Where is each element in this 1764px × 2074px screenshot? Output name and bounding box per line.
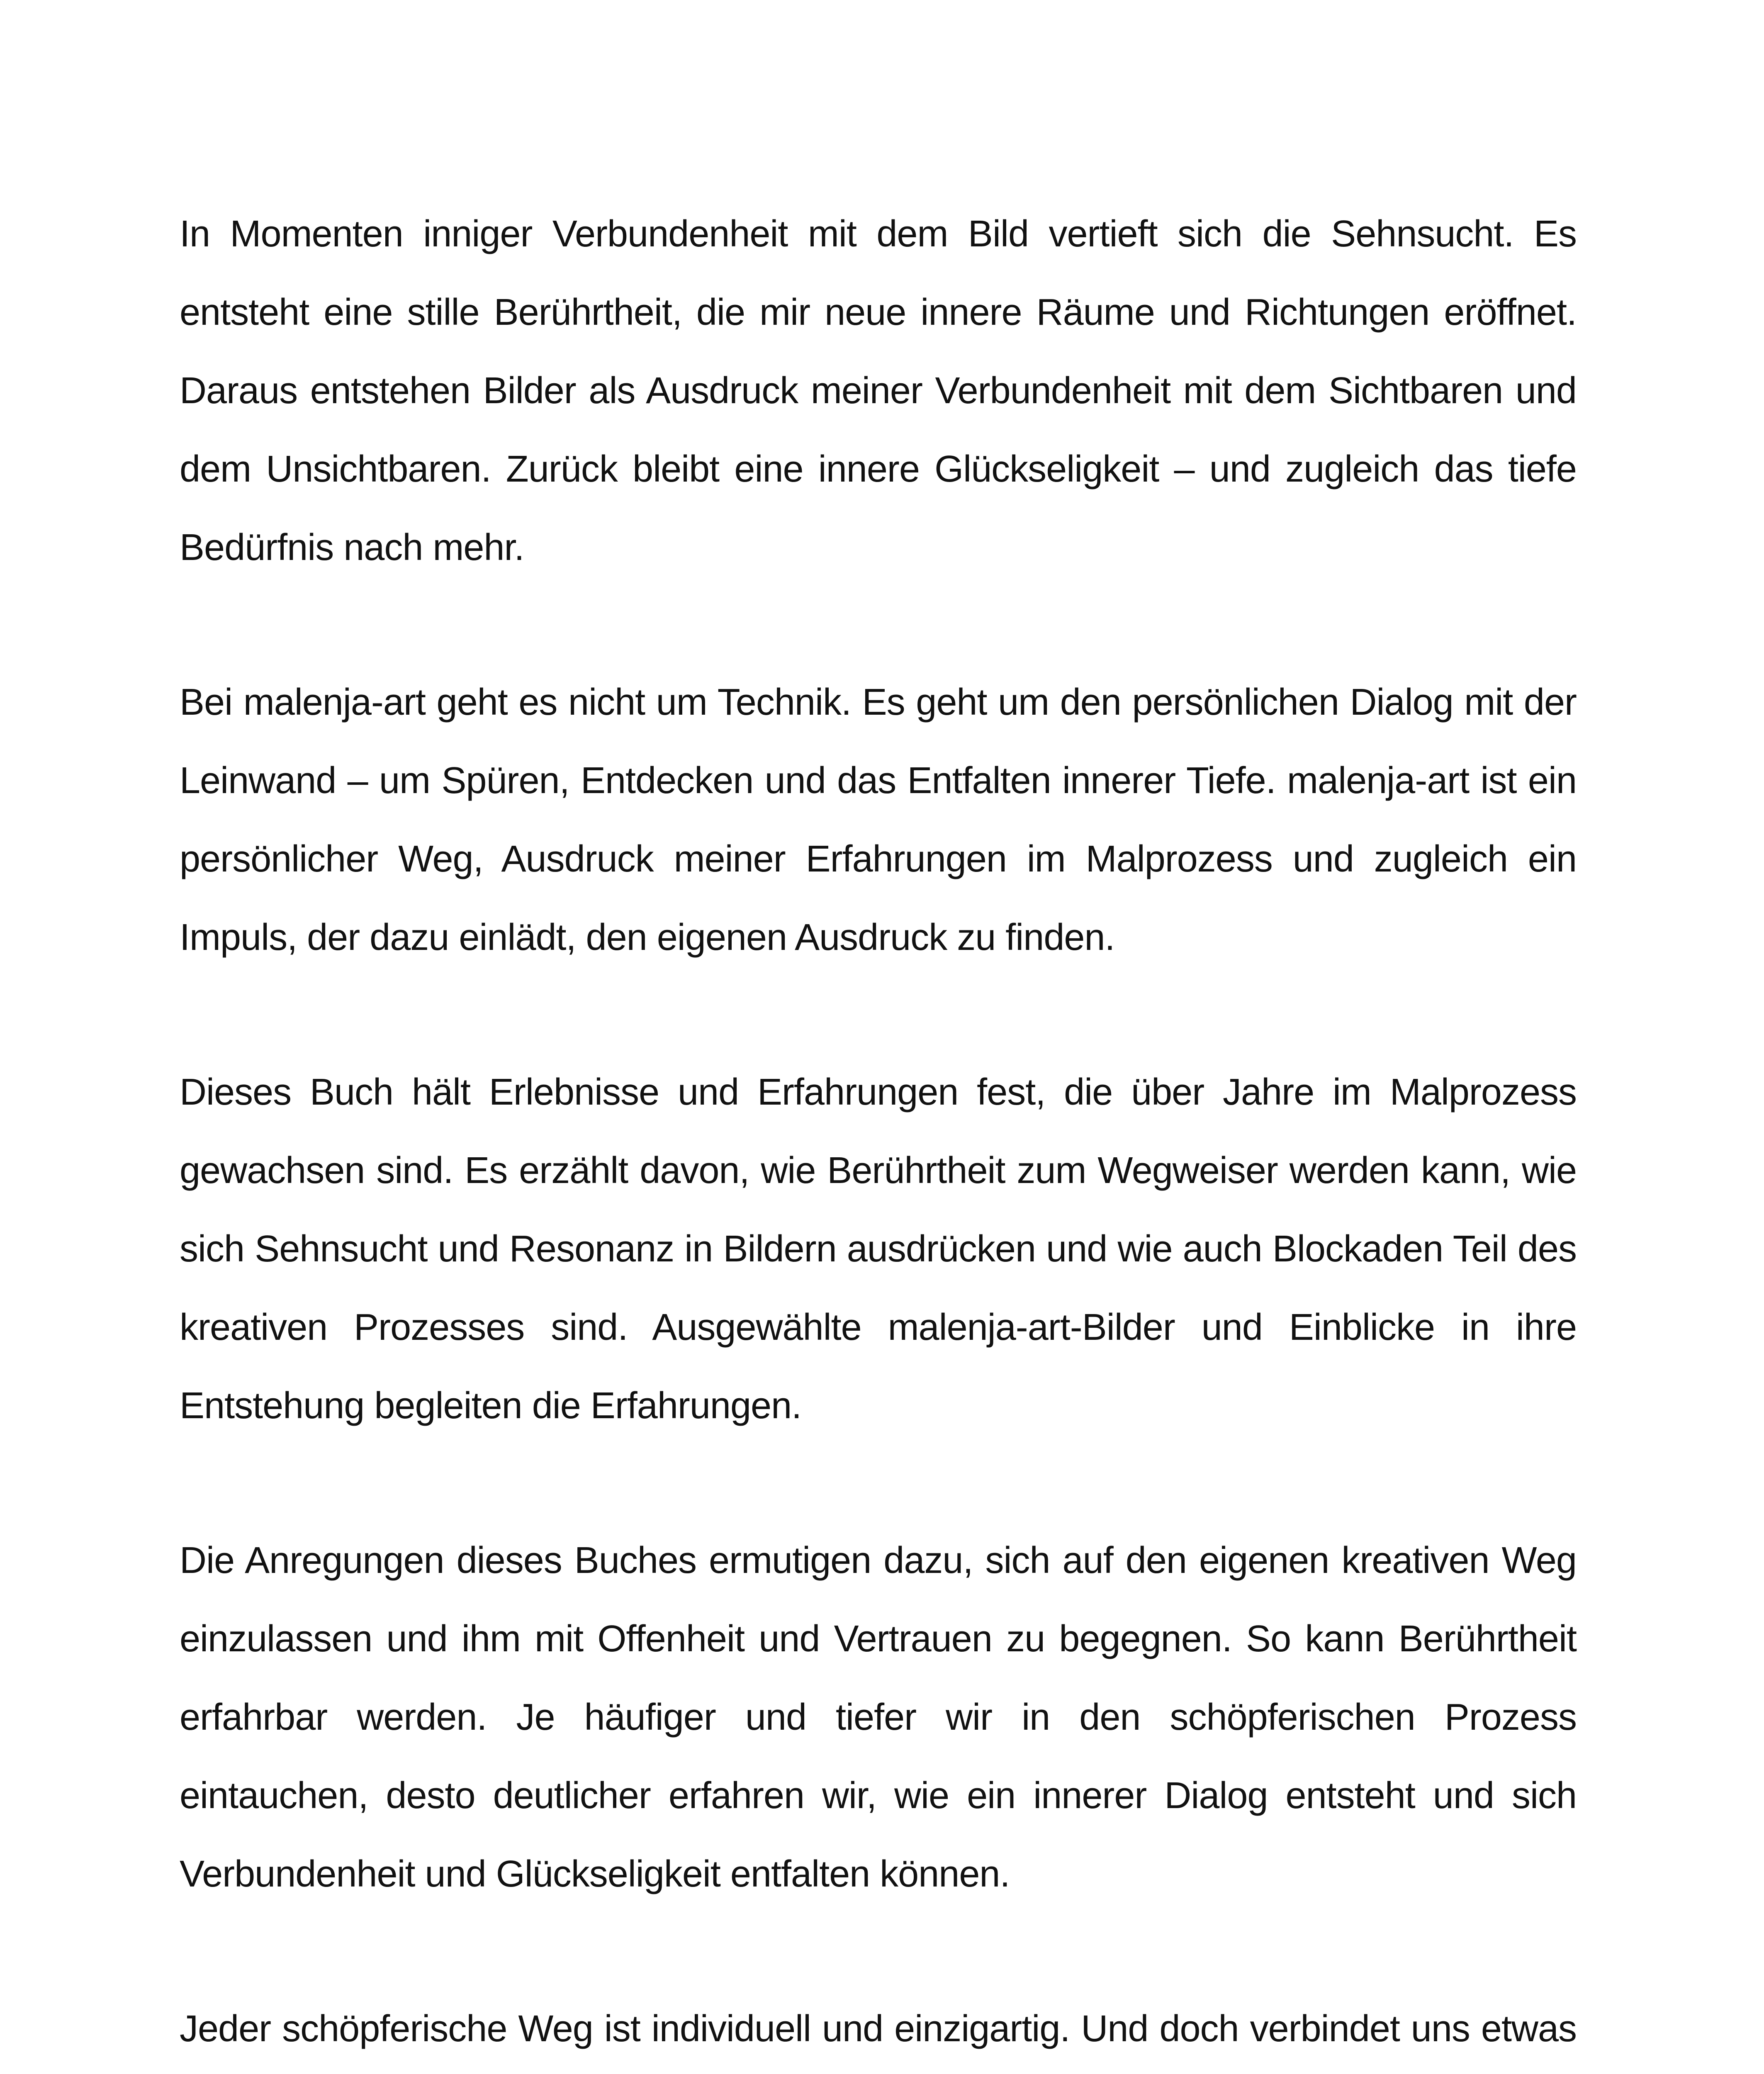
paragraph-2: Bei malenja-art geht es nicht um Technik. Es geht um den persönlichen Dialog mit der Leinwand – um Spüren, Entdecken und das Entfalten innerer Tiefe. malenja-art ist ein persönlicher Weg, Ausdruck meiner Erfahrungen im Malprozess und zugleich ein Impuls, der dazu einlädt, den eigenen Ausdruck zu finden. [180,682,1577,958]
paragraph-3: Dieses Buch hält Erlebnisse und Erfahrungen fest, die über Jahre im Malprozess gewachsen sind. Es erzählt davon, wie Berührtheit zum Wegweiser werden kann, wie sich Sehnsucht und Resonanz in Bildern ausdrücken und wie auch Blockaden Teil des kreativen Prozesses sind. Ausgewählte malenja-art-Bilder und Einblicke in ihre Entstehung begleiten die Erfahrungen. [180,1071,1577,1426]
paragraph-4: Die Anregungen dieses Buches ermutigen dazu, sich auf den eigenen kreativen Weg einzulassen und ihm mit Offenheit und Vertrauen zu begegnen. So kann Berührtheit erfahrbar werden. Je häufiger und tiefer wir in den schöpferischen Prozess eintauchen, desto deutlicher erfahren wir, wie ein innerer Dialog entsteht und sich Verbundenheit und Glückseligkeit entfalten können. [180,1540,1577,1895]
paragraph-5: Jeder schöpferische Weg ist individuell und einzigartig. Und doch verbindet uns etwas [180,2008,1577,2050]
paragraph-1: In Momenten inniger Verbundenheit mit dem Bild vertieft sich die Sehnsucht. Es entsteht eine stille Berührtheit, die mir neue innere Räume und Richtungen eröffnet. Daraus entstehen Bilder als Ausdruck meiner Verbundenheit mit dem Sichtbaren und dem Unsichtbaren. Zurück bleibt eine innere Glückseligkeit – und zugleich das tiefe Bedürfnis nach mehr. [180,213,1577,568]
body-text [180,195,1577,2074]
